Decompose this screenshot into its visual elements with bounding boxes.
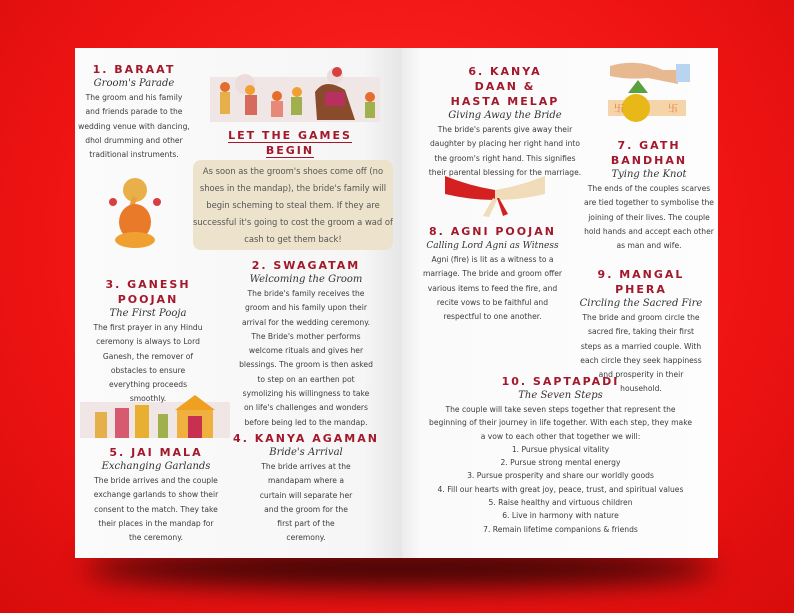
section-body: The groom and his family and friends parade to the wedding venue with dancing, dhol drumming and other traditional instruments.: [78, 93, 190, 160]
section-body: The bride arrives and the couple exchange garlands to show their consent to the match. They take their places in the mandap for the ceremony.: [93, 476, 219, 543]
vow-item: 7. Remain lifetime companions & friends: [483, 524, 638, 534]
section-body: The bride's family receives the groom and his family upon their arrival for the wedding ceremony. The Bride's mother performs welcome rituals and gives her blessings. The groom is then asked to step on an earthen pot symolizing his willingness to take on life's challenges and wonders before being led to the mandap.: [239, 289, 373, 427]
section-ganesh-poojan: [78, 277, 218, 407]
vow-list: [428, 443, 693, 536]
section-subtitle: Tying the Knot: [611, 169, 687, 180]
section-body: The bride arrives at the mandapam where a curtain will separate her and the groom for the first part of the ceremony.: [259, 462, 353, 543]
vow-item: 5. Raise healthy and virtuous children: [488, 498, 633, 508]
section-subtitle: The Seven Steps: [518, 390, 603, 401]
section-subtitle: Giving Away the Bride: [448, 110, 562, 121]
ganesh-illustration: [105, 172, 165, 252]
section-gath-bandhan: [584, 138, 714, 253]
section-title: 10. SAPTAPADI: [501, 375, 620, 388]
section-subtitle: Groom's Parade: [93, 78, 175, 89]
section-title: 3. GANESH POOJAN: [105, 278, 191, 306]
vow-item: 2. Pursue strong mental energy: [500, 458, 621, 468]
vow-item: 1. Pursue physical vitality: [511, 444, 610, 454]
section-body: The first prayer in any Hindu ceremony is always to Lord Ganesh, the remover of obstacles to ensure everything proceeds smoothly.: [93, 323, 203, 404]
section-subtitle: Calling Lord Agni as Witness: [426, 241, 559, 251]
section-subtitle: Bride's Arrival: [269, 447, 343, 458]
section-title: 8. AGNI POOJAN: [429, 225, 556, 238]
section-body: The bride's parents give away their daughter by placing her right hand into the groom's right hand. This signifies their parental blessing for the marriage.: [428, 125, 582, 177]
section-agni-poojan: [415, 224, 570, 324]
section-body: The couple will take seven steps together that represent the beginning of their journey in life together. With each step, they make a vow to each other that together we will:: [429, 405, 692, 441]
section-baraat: [78, 62, 190, 162]
vow-item: 3. Pursue prosperity and share our worldly goods: [467, 471, 654, 481]
section-subtitle: Welcoming the Groom: [249, 274, 363, 285]
section-body: Agni (fire) is lit as a witness to a marriage. The bride and groom offer various items to feed the fire, and recite vows to be faithful and respectful to one another.: [423, 255, 562, 322]
section-subtitle: Exchanging Garlands: [101, 461, 211, 472]
svg-text:卐: 卐: [668, 104, 678, 115]
section-title: 5. JAI MALA: [109, 446, 203, 459]
games-text-box: As soon as the groom's shoes come off (no shoes in the mandap), the bride's family will begin scheming to steal them. If they are successful it's going to cost the groom a wad of cash to get them back!: [193, 160, 393, 250]
section-title: 9. MANGAL PHERA: [597, 268, 685, 296]
svg-text:卐: 卐: [614, 104, 624, 115]
section-kanya-agaman: [228, 431, 384, 546]
games-heading: LET THE GAMES BEGIN: [228, 129, 352, 157]
vow-item: 6. Live in harmony with nature: [502, 511, 619, 521]
baraat-procession-illustration: [205, 62, 385, 126]
section-swagatam: [238, 258, 374, 430]
section-title: 2. SWAGATAM: [251, 259, 361, 272]
section-title: 7. GATH BANDHAN: [610, 139, 688, 167]
section-title: 1. BARAAT: [92, 63, 176, 76]
vow-item: 4. Fill our hearts with great joy, peace, trust, and spiritual values: [437, 484, 684, 494]
section-kanya-daan: [425, 64, 585, 180]
section-title: 6. KANYA DAAN & HASTA MELAP: [450, 65, 560, 108]
section-body: The ends of the couples scarves are tied together to symbolise the joining of their lives. The couple hold hands and accept each other as man and wife.: [584, 184, 714, 251]
kalash-hands-illustration: [608, 58, 692, 128]
section-subtitle: Circling the Sacred Fire: [579, 298, 703, 309]
section-subtitle: The First Pooja: [109, 308, 187, 319]
section-saptapadi: [428, 374, 693, 536]
section-body: The bride and groom circle the sacred fire, taking their first steps as a married couple. With each circle they seek happiness and prosperity in their household.: [580, 313, 702, 394]
section-title: 4. KANYA AGAMAN: [233, 432, 379, 445]
section-jai-mala: [92, 445, 220, 545]
